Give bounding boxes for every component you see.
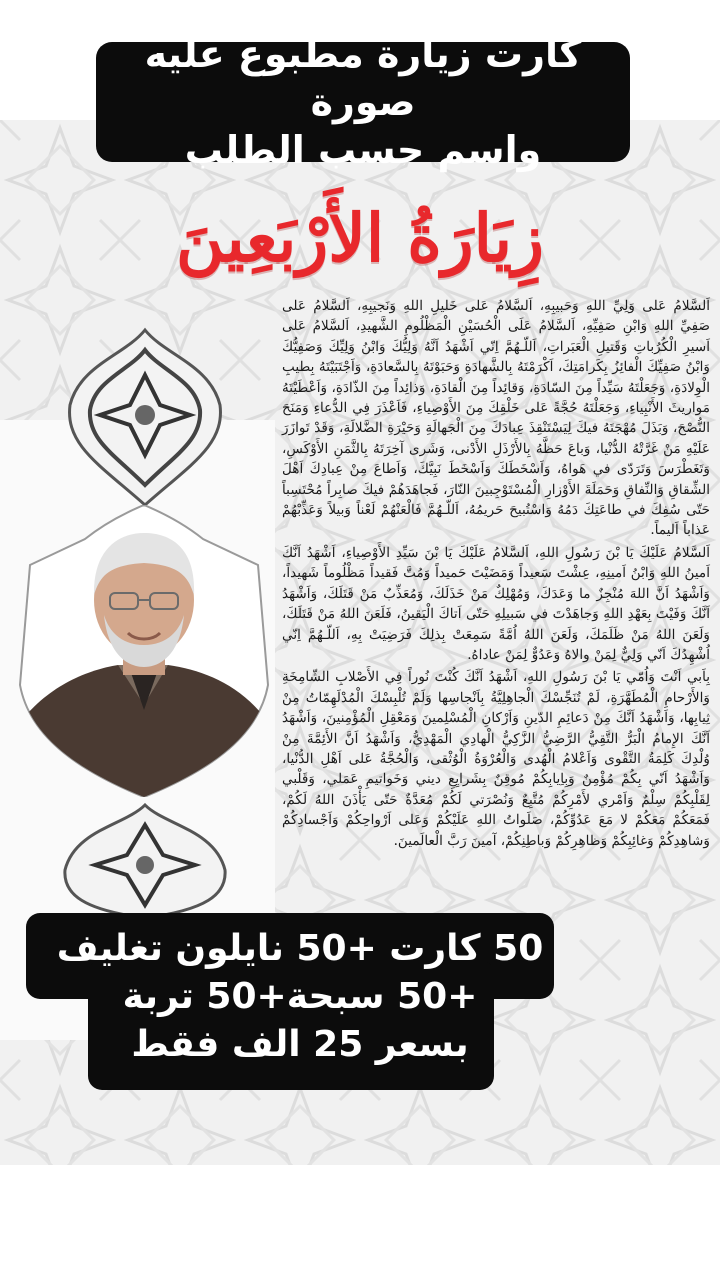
offer-text bbox=[40, 925, 560, 1085]
title-banner bbox=[96, 32, 630, 172]
card-heading: زِيَارَةُ الأَرْبَعِينَ bbox=[176, 199, 544, 277]
offer-line-3: بسعر 25 الف فقط bbox=[131, 1024, 469, 1065]
offer-line-1: 50 كارت +50 نايلون تغليف bbox=[56, 928, 544, 969]
prayer-paragraph-1: اَلسَّلامُ عَلى وَلِيِّ اللهِ وَحَبيبِهِ، اَلسَّلامُ عَلى خَليلِ اللهِ وَنَجيبِهِ، اَلسَّلامُ عَلى صَفِيِّ اللهِ وَابْنِ صَفِيِّهِ، اَلسَّلامُ عَلَى الْحُسَيْنِ الْمَظْلُومِ الشَّهيدِ، اَلسَّلامُ عَلى اَسيرِ الْكُرُباتِ وَقَتيلِ الْعَبَراتِ، اَللّـهُمَّ اِنّي اَشْهَدُ اَنَّهُ وَلِيُّكَ وَابْنُ وَلِيِّكَ وَصَفِيُّكَ وَابْنُ صَفِيِّكَ الْفائِزُ بِكَرامَتِكَ، اَكْرَمْتَهُ بِالشَّهادَةِ وَحَبَوْتَهُ بِالسَّعادَةِ، وَاَجْتَبَيْتَهُ بِطيبِ الْوِلادَةِ، وَجَعَلْتَهُ سَيِّداً مِنَ السّادَةِ، وَقائِداً مِنَ الْقادَةِ، وَذائِداً مِنَ الذّادَةِ، وَاَعْطَيْتَهُ مَواريثَ الأَنْبِياءِ، وَجَعَلْتَهُ حُجَّةً عَلى خَلْقِكَ مِنَ الأَوْصِياءِ، فَاَعْذَرَ فِي الدُّعاءِ وَمَنَحَ النُّصْحَ، وَبَذَلَ مُهْجَتَهُ فيكَ لِيَسْتَنْقِذَ عِبادَكَ مِنَ الْجَهالَةِ وَحَيْرَةِ الضَّلالَةِ، وَقَدْ تَوازَرَ عَلَيْهِ مَنْ غَرَّتْهُ الدُّنْيا، وَباعَ حَظَّهُ بِالأَرْذَلِ الأَدْنى، وَشَرى آخِرَتَهُ بِالثَّمَنِ الأَوْكَسِ، وَتَغَطْرَسَ وَتَرَدّى في هَواهُ، وَاَسْخَطَكَ وَاَسْخَطَ نَبِيَّكَ، وَاَطاعَ مِنْ عِبادِكَ اَهْلَ الشِّقاقِ وَالنِّفاقِ وَحَمَلَةَ الأَوْزارِ الْمُسْتَوْجِبينَ النّارَ، فَجاهَدَهُمْ فيكَ صابِراً مُحْتَسِباً حَتّى سُفِكَ في طاعَتِكَ دَمُهُ وَاسْتُبيحَ حَريمُهُ، اَللّـهُمَّ فَالْعَنْهُمْ لَعْناً وَبيلاً وَعَذِّبْهُمْ عَذاباً اَليماً. bbox=[282, 298, 710, 539]
title-line-2: واسم حسب الطلب bbox=[184, 128, 542, 172]
offer-line-2: +50 سبحة+50 تربة bbox=[122, 976, 478, 1017]
prayer-paragraph-3: بِاَبي اَنْتَ وَاُمّي يَا بْنَ رَسُولِ اللهِ، اَشْهَدُ اَنَّكَ كُنْتَ نُوراً فِي الأَصْلابِ الشّامِخَةِ وَالأَرْحامِ الْمُطَهَّرَةِ، لَمْ تُنَجِّسْكَ الْجاهِلِيَّةُ بِاَنْجاسِها وَلَمْ تُلْبِسْكَ الْمُدْلَهِمّاتُ مِنْ ثِيابِها، وَاَشْهَدُ اَنَّكَ مِنْ دَعائِمِ الدّينِ وَاَرْكانِ الْمُسْلِمينَ وَمَعْقِلِ الْمُؤْمِنينَ، وَاَشْهَدُ اَنَّكَ الإِمامُ الْبَرُّ التَّقِيُّ الرَّضِيُّ الزَّكِيُّ الْهادِي الْمَهْدِيُّ، وَاَشْهَدُ اَنَّ الأَئِمَّةَ مِنْ وُلْدِكَ كَلِمَةُ التَّقْوى وَاَعْلامُ الْهُدى وَالْعُرْوَةُ الْوُثْقى، وَالْحُجَّةُ عَلى اَهْلِ الدُّنْيا، وَاَشْهَدُ اَنّي بِكُمْ مُؤْمِنٌ وَبِاِيابِكُمْ مُوقِنٌ بِشَرايِعِ ديني وَخَواتيمِ عَمَلي، وَقَلْبي لِقَلْبِكُمْ سِلْمٌ وَاَمْري لأَمْرِكُمْ مُتَّبِعٌ وَنُصْرَتي لَكُمْ مُعَدَّةٌ حَتّى يَأْذَنَ اللهُ لَكُمْ، فَمَعَكُمْ مَعَكُمْ لا مَعَ عَدُوِّكُمْ، صَلَواتُ اللهِ عَلَيْكُمْ وَعَلى اَرْواحِكُمْ وَاَجْسادِكُمْ وَشاهِدِكُمْ وَغائِبِكُمْ وَظاهِرِكُمْ وَباطِنِكُمْ، آمينَ رَبَّ الْعالَمينَ. bbox=[282, 669, 710, 849]
top-ornament bbox=[60, 325, 230, 510]
prayer-paragraph-2: اَلسَّلامُ عَلَيْكَ يَا بْنَ رَسُولِ اللهِ، اَلسَّلامُ عَلَيْكَ يَا بْنَ سَيِّدِ الأَوْصِياءِ، اَشْهَدُ اَنَّكَ اَمينُ اللهِ وَابْنُ اَمينِهِ، عِشْتَ سَعيداً وَمَضَيْتَ حَميداً وَمُتَّ فَقيداً مَظْلُوماً شَهيداً، وَاَشْهَدُ اَنَّ اللهَ مُنْجِزٌ ما وَعَدَكَ، وَمُهْلِكٌ مَنْ خَذَلَكَ، وَمُعَذِّبٌ مَنْ قَتَلَكَ، وَاَشْهَدُ اَنَّكَ وَفَيْتَ بِعَهْدِ اللهِ وَجاهَدْتَ في سَبيلِهِ حَتّى اَتاكَ الْيَقينُ، فَلَعَنَ اللهُ مَنْ قَتَلَكَ، وَلَعَنَ اللهُ مَنْ ظَلَمَكَ، وَلَعَنَ اللهُ اُمَّةً سَمِعَتْ بِذلِكَ فَرَضِيَتْ بِهِ، اَللّـهُمَّ اِنّي اُشْهِدُكَ اَنّي وَلِيٌّ لِمَنْ والاهُ وَعَدُوٌّ لِمَنْ عاداهُ. bbox=[282, 544, 710, 663]
title-line-1: كارت زيارة مطبوع عليه صورة bbox=[144, 32, 582, 124]
bottom-ornament bbox=[55, 800, 235, 920]
portrait-photo bbox=[18, 505, 270, 797]
